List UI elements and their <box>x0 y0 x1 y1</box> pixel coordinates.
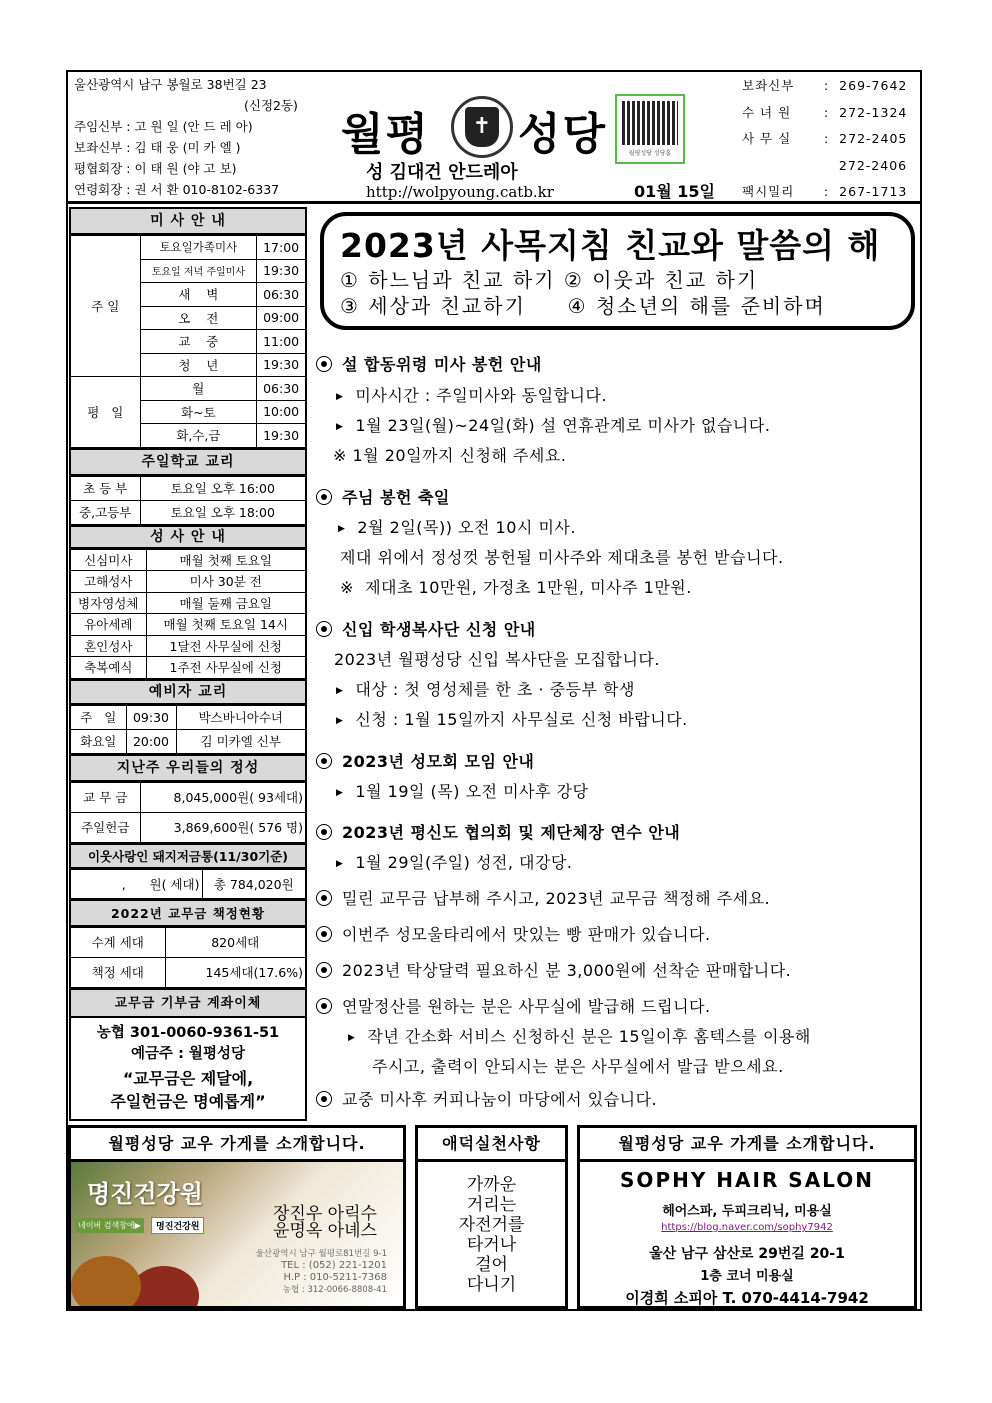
offering-table <box>69 782 307 843</box>
sunday-school-table <box>69 476 307 525</box>
store-name: 명진건강원 <box>87 1180 203 1208</box>
store-ad-title: 월평성당 교우 가게를 소개합니다. <box>71 1128 403 1162</box>
phone-row: 수 녀 원 : 272-1324 <box>742 104 908 120</box>
class-teacher: 김 미카엘 신부 <box>176 729 306 753</box>
phone-row: 272-2406 <box>838 157 908 173</box>
dues-label: 수계 세대 <box>70 927 165 957</box>
radio-bullet-icon <box>316 890 332 906</box>
mass-name: 토요일가족미사 <box>140 236 257 260</box>
triangle-bullet-icon: ▶ <box>336 716 344 726</box>
store-ad-title: 월평성당 교우 가게를 소개합니다. <box>580 1128 914 1162</box>
banner-goals-line2: ③ 세상과 친교하기 ④ 청소년의 해를 준비하며 <box>340 294 826 318</box>
search-term: 명진건강원 <box>151 1217 204 1234</box>
address: 울산광역시 남구 봉월로 38번길 23 <box>74 77 267 92</box>
notice-line: ▶ 미사시간 : 주일미사와 동일합니다. <box>336 386 608 405</box>
staff-assistant: 보좌신부 : 김 태 웅 (미 카 엘 ) <box>74 140 241 155</box>
mass-name: 화~토 <box>140 400 257 424</box>
triangle-bullet-icon: ▶ <box>336 686 344 696</box>
notice-item: 이번주 성모울타리에서 맛있는 빵 판매가 있습니다. <box>316 922 711 945</box>
account-box <box>69 1018 307 1121</box>
store-ad-2 <box>577 1125 917 1309</box>
staff-pastor: 주임신부 : 고 원 일 (안 드 레 아) <box>74 119 253 134</box>
offering-amount: 3,869,600원( 576 명) <box>140 812 306 842</box>
salon-address-detail: 1층 코너 미용실 <box>700 1269 794 1284</box>
sacrament-info: 매월 첫째 토요일 <box>146 549 306 571</box>
patron-saint: 성 김대건 안드레아 <box>366 162 518 183</box>
banner-goals-line1: ① 하느님과 친교 하기 ② 이웃과 친교 하기 <box>340 268 759 292</box>
sacrament-name: 병자영성체 <box>70 592 146 614</box>
catechumen-title: 예비자 교리 <box>69 679 307 705</box>
charity-title: 애덕실천사항 <box>418 1128 565 1162</box>
store-ad-1 <box>68 1125 406 1309</box>
search-hint: 네이버 검색창에▶ <box>75 1218 144 1233</box>
sacrament-name: 유아세례 <box>70 614 146 636</box>
store-owners: 장진우 아릭수 <box>273 1204 377 1224</box>
triangle-bullet-icon: ▶ <box>338 524 346 534</box>
offering-title: 지난주 우리들의 정성 <box>69 754 307 782</box>
sacraments-title: 성 사 안 내 <box>69 525 307 549</box>
motto-line: “교무금은 제달에, <box>122 1068 254 1088</box>
radio-bullet-icon <box>316 962 332 978</box>
sacrament-name: 혼인성사 <box>70 635 146 657</box>
triangle-bullet-icon: ▶ <box>348 1033 356 1043</box>
class-day: 주 일 <box>70 705 126 729</box>
salon-contact: 이경희 소피아 T. 070-4414-7942 <box>625 1289 869 1307</box>
notice-line: 주시고, 출력이 안되시는 분은 사무실에서 발급 받으세요. <box>372 1057 784 1076</box>
bulletin-date: 01월 15일 <box>634 182 716 201</box>
sacrament-info: 미사 30분 전 <box>146 571 306 593</box>
catechumen-table <box>69 705 307 754</box>
salon-address: 울산 남구 삼산로 29번길 20-1 <box>649 1246 845 1262</box>
class-teacher: 박스바니아수녀 <box>176 705 306 729</box>
triangle-bullet-icon: ▶ <box>336 392 344 402</box>
mass-time: 19:30 <box>257 424 306 448</box>
mass-time: 09:00 <box>257 306 306 330</box>
pumpkin-image <box>71 1256 141 1306</box>
class-time: 토요일 오후 16:00 <box>140 476 306 500</box>
motto-line: 주일헌금은 명예롭게” <box>110 1091 266 1111</box>
notice-heading: 주님 봉헌 축일 <box>316 485 450 508</box>
piggy-total: 총 784,020원 <box>202 869 306 898</box>
store-ad-image <box>71 1162 403 1306</box>
mass-time: 06:30 <box>257 283 306 307</box>
mass-name: 교 중 <box>140 330 257 354</box>
mass-name: 청 년 <box>140 353 257 377</box>
address-district: (신정2동) <box>244 98 298 113</box>
offering-label: 교 무 금 <box>70 782 140 812</box>
staff-memorial: 연령회장 : 권 서 환 010-8102-6337 <box>74 182 280 197</box>
notice-line: ▶ 1월 23일(월)~24일(화) 설 연휴관계로 미사가 없습니다. <box>336 416 771 435</box>
mass-schedule-table <box>69 235 307 448</box>
notice-line: ▶ 신청 : 1월 15일까지 사무실로 신청 바랍니다. <box>336 710 688 729</box>
grade-label: 초 등 부 <box>70 476 140 500</box>
sacrament-name: 신심미사 <box>70 549 146 571</box>
salon-services: 헤어스파, 두피크리닉, 미용실 <box>662 1204 832 1219</box>
notice-item: 2023년 탁상달력 필요하신 분 3,000원에 선착순 판매합니다. <box>316 958 791 981</box>
notice-item: 연말정산를 원하는 분은 사무실에 발급해 드립니다. <box>316 994 711 1017</box>
class-day: 화요일 <box>70 729 126 753</box>
sacrament-info: 매월 첫째 토요일 14시 <box>146 614 306 636</box>
notice-line: 제대 위에서 정성껏 봉헌될 미사주와 제대초를 봉헌 받습니다. <box>340 548 784 567</box>
triangle-bullet-icon: ▶ <box>336 788 344 798</box>
mass-name: 오 전 <box>140 306 257 330</box>
phone-row: 팩시밀리 : 267-1713 <box>742 184 908 199</box>
sacrament-name: 고해성사 <box>70 571 146 593</box>
sacraments-table <box>69 549 307 679</box>
mass-time: 06:30 <box>257 377 306 401</box>
phone-directory <box>742 73 920 206</box>
class-time: 토요일 오후 18:00 <box>140 500 306 524</box>
notice-item: 교중 미사후 커피나눔이 마당에서 있습니다. <box>316 1087 657 1110</box>
staff-council: 평협회장 : 이 태 원 (야 고 보) <box>74 161 237 176</box>
mass-time: 17:00 <box>257 236 306 260</box>
mass-name: 월 <box>140 377 257 401</box>
dues-value: 820세대 <box>165 927 306 957</box>
radio-bullet-icon <box>316 489 332 505</box>
notice-heading: 신입 학생복사단 신청 안내 <box>316 617 536 640</box>
grade-label: 중,고등부 <box>70 500 140 524</box>
mass-time: 19:30 <box>257 259 306 283</box>
notice-line: ▶ 2월 2일(목)) 오전 10시 미사. <box>338 518 576 537</box>
store-owners: 윤명옥 아녜스 <box>273 1221 377 1241</box>
sunday-school-title: 주일학교 교리 <box>69 448 307 476</box>
radio-bullet-icon <box>316 753 332 769</box>
qr-code-icon[interactable] <box>615 94 685 164</box>
sacrament-info: 1주전 사무실에 신청 <box>146 657 306 679</box>
notice-line: ▶ 1월 29일(주일) 성전, 대강당. <box>336 853 573 872</box>
radio-bullet-icon <box>316 926 332 942</box>
logo-text-left: 월평 <box>341 109 431 160</box>
notice-heading: 2023년 성모회 모임 안내 <box>316 749 534 772</box>
triangle-bullet-icon: ▶ <box>336 422 344 432</box>
dues-title: 2022년 교무금 책정현황 <box>69 899 307 927</box>
notice-line: ※ 제대초 10만원, 가정초 1만원, 미사주 1만원. <box>340 578 692 597</box>
mass-time: 10:00 <box>257 400 306 424</box>
radio-bullet-icon <box>316 998 332 1014</box>
mass-name: 새 벽 <box>140 283 257 307</box>
notice-line: ▶ 대상 : 첫 영성체를 한 초 · 중등부 학생 <box>336 680 635 699</box>
notice-heading: 설 합동위령 미사 봉헌 안내 <box>316 352 542 375</box>
notice-line: ▶ 1월 19일 (목) 오전 미사후 강당 <box>336 782 589 801</box>
account-holder: 예금주 : 월평성당 <box>131 1045 245 1062</box>
notice-line: ※ 1월 20일까지 신청해 주세요. <box>333 446 567 465</box>
radio-bullet-icon <box>316 356 332 372</box>
store-contact: 울산광역시 남구 월평로81번길 9-1 TEL : (052) 221-1201 H.P : 010-5211-7368 농협 : 312-0066-8808-41 <box>255 1249 387 1295</box>
charity-text: 가까운 거리는 자전거를 타거나 걸어 다니기 <box>458 1175 525 1295</box>
mass-time: 11:00 <box>257 330 306 354</box>
sunday-label: 주 일 <box>70 236 140 377</box>
radio-bullet-icon <box>316 824 332 840</box>
charity-box <box>415 1125 568 1309</box>
piggy-bank-table <box>69 869 307 899</box>
notice-line: ▶ 작년 간소화 서비스 신청하신 분은 15일이후 홈텍스를 이용해 <box>348 1027 811 1046</box>
sacrament-name: 축복예식 <box>70 657 146 679</box>
notice-item: 밀린 교무금 납부해 주시고, 2023년 교무금 책정해 주세요. <box>316 886 770 909</box>
qr-caption: 월평성당 성당홈 <box>628 150 672 157</box>
offering-label: 주일헌금 <box>70 812 140 842</box>
weekday-label: 평 일 <box>70 377 140 448</box>
dues-label: 책정 세대 <box>70 957 165 987</box>
header <box>66 70 922 204</box>
sacrament-info: 1달전 사무실에 신청 <box>146 635 306 657</box>
mass-time: 19:30 <box>257 353 306 377</box>
account-title: 교무금 기부금 계좌이체 <box>69 988 307 1018</box>
salon-ad <box>580 1168 914 1308</box>
phone-row: 보좌신부 : 269-7642 <box>742 78 908 93</box>
piggy-bank-title: 이웃사랑인 돼지저금통(11/30기준) <box>69 843 307 869</box>
mass-name: 토요일 저녁 주일미사 <box>140 259 257 283</box>
phone-row: 사 무 실 : 272-2405 <box>742 131 908 146</box>
mass-name: 화,수,금 <box>140 424 257 448</box>
notice-heading: 2023년 평신도 협의회 및 제단체장 연수 안내 <box>316 820 680 843</box>
left-sidebar <box>69 207 307 1121</box>
radio-bullet-icon <box>316 621 332 637</box>
salon-name: SOPHY HAIR SALON <box>620 1168 874 1192</box>
radio-bullet-icon <box>316 1091 332 1107</box>
mass-schedule-title: 미 사 안 내 <box>69 207 307 235</box>
salon-blog-link[interactable]: https://blog.naver.com/sophy7942 <box>661 1222 833 1233</box>
offering-amount: 8,045,000원( 93세대) <box>140 782 306 812</box>
sacrament-info: 매월 둘째 금요일 <box>146 592 306 614</box>
class-time: 20:00 <box>126 729 176 753</box>
dues-table <box>69 927 307 988</box>
logo-text-right: 성당 <box>518 109 608 160</box>
bank-account: 농협 301-0060-9361-51 <box>96 1024 280 1041</box>
dues-value: 145세대(17.6%) <box>165 957 306 987</box>
church-seal-icon: ✝ <box>451 96 513 158</box>
class-time: 09:30 <box>126 705 176 729</box>
triangle-bullet-icon: ▶ <box>336 859 344 869</box>
website-link[interactable]: http://wolpyoung.catb.kr <box>366 183 554 201</box>
pastoral-theme-banner <box>320 212 915 330</box>
piggy-households: , 원( 세대) <box>70 869 202 898</box>
banner-title: 2023년 사목지침 친교와 말씀의 해 <box>340 226 881 265</box>
notice-line: 2023년 월평성당 신입 복사단을 모집합니다. <box>334 650 660 669</box>
